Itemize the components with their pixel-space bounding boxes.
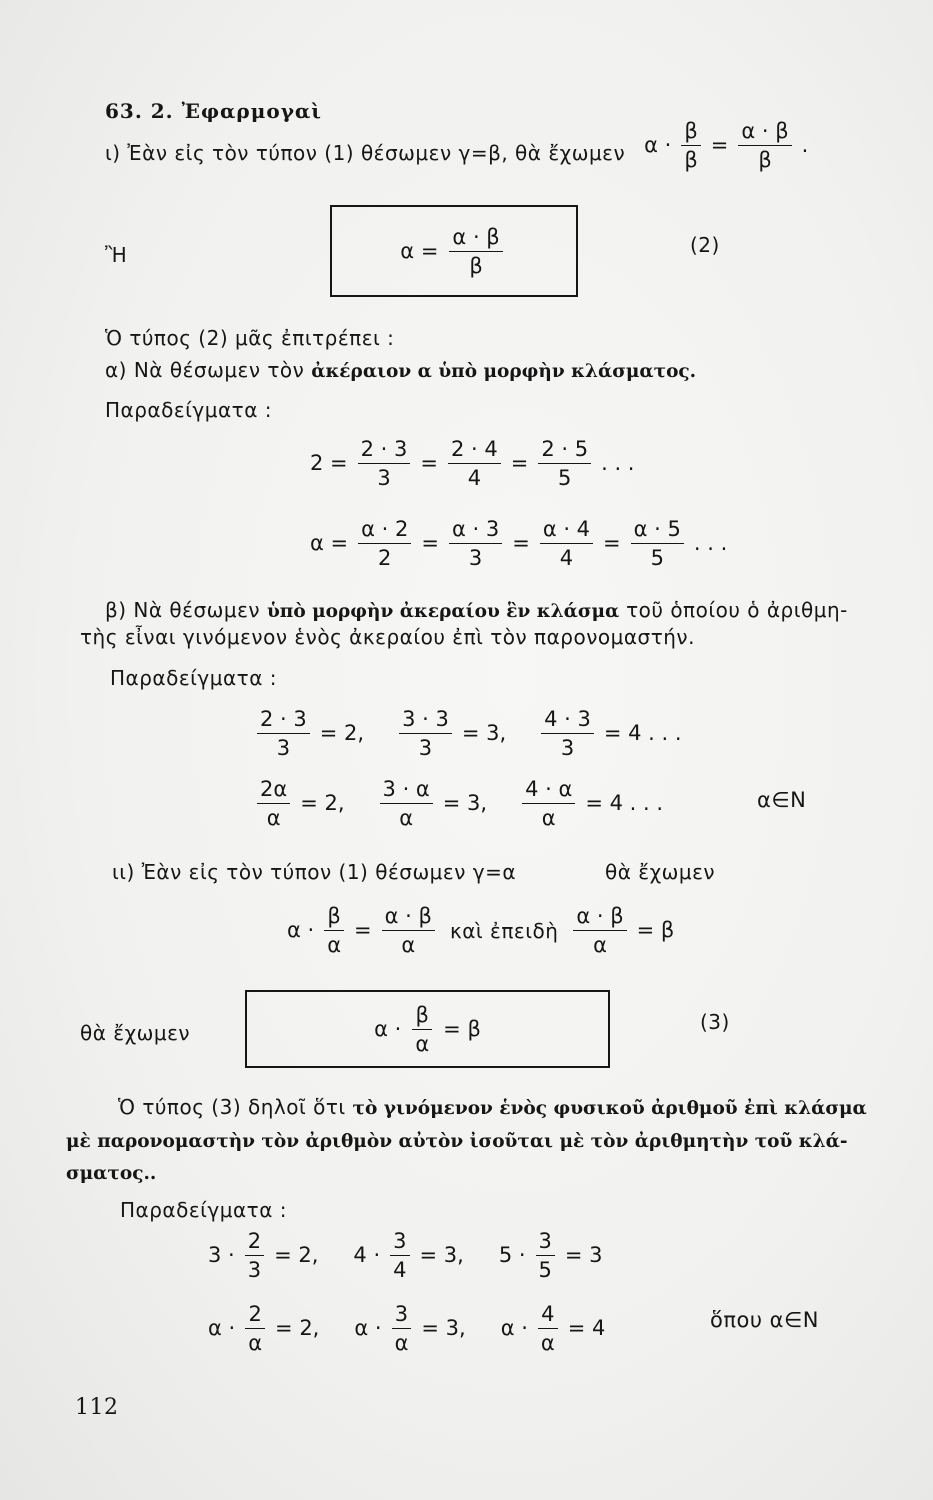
numerator: α · β: [452, 224, 500, 249]
part-b-statement: [105, 600, 848, 622]
equals-sign: =: [420, 451, 438, 475]
part-b-bold: ὑπὸ μορφὴν ἀκεραίου ἓν κλάσμα: [266, 601, 620, 622]
or-label: Ἢ: [105, 243, 128, 267]
denominator: α: [245, 1328, 265, 1354]
formula-3-box: [245, 990, 610, 1068]
equals-sign: =: [510, 451, 529, 475]
example-equation-row: [252, 778, 668, 829]
example-equation-row: [203, 1230, 608, 1281]
numerator: α · 5: [633, 517, 681, 541]
section-heading: 63. 2. Ἐφαρμογαὶ: [105, 99, 322, 123]
natural-number-condition: ὅπου α∈N: [710, 1308, 820, 1332]
math-term: = 2,: [300, 791, 345, 815]
examples-label: Παραδείγματα :: [120, 1198, 287, 1222]
rule-line-2: [66, 1130, 848, 1152]
uses-intro: Ὁ τύπος (2) μᾶς ἐπιτρέπει :: [105, 326, 395, 350]
math-term: 4 ·: [353, 1243, 381, 1267]
part-b-line2: τὴς εἶναι γινόμενον ἑνὸς ἀκεραίου ἐπὶ τὸν παρονομαστήν.: [80, 625, 695, 649]
denominator: 4: [540, 543, 593, 569]
math-term: = 3,: [419, 1243, 464, 1267]
rule-line-1: [118, 1097, 867, 1119]
denominator: α: [392, 1328, 412, 1354]
fraction: [538, 438, 591, 489]
period: .: [801, 133, 809, 157]
numerator: β: [415, 1002, 429, 1027]
fraction: [358, 518, 411, 569]
ellipsis: . . .: [693, 531, 728, 555]
formula-3-tag: (3): [700, 1010, 730, 1034]
denominator: β: [449, 251, 502, 277]
fraction: [631, 518, 684, 569]
fraction: [540, 518, 593, 569]
denominator: α: [522, 803, 575, 829]
denominator: α: [380, 803, 433, 829]
part-a-bold: ἀκέραιον α ὑπὸ μορφὴν κλάσματος.: [311, 361, 697, 382]
denominator: 3: [358, 463, 411, 489]
math-term: = 2,: [275, 1316, 320, 1340]
math-term: = 3: [564, 1243, 603, 1267]
fraction: [449, 226, 502, 277]
fraction: [257, 778, 290, 829]
example-equation-row: [203, 1303, 610, 1354]
denominator: 5: [536, 1255, 555, 1281]
rule-line-3: [66, 1162, 156, 1184]
fraction: [358, 438, 411, 489]
math-term: 5 ·: [498, 1243, 526, 1267]
math-term: α =: [310, 531, 349, 555]
part-b-tail: τοῦ ὁποίου ὁ ἀριθμη-: [626, 598, 848, 622]
math-term: = 3,: [461, 721, 507, 745]
numerator: 4 · α: [525, 777, 573, 801]
denominator: 3: [399, 733, 452, 759]
fraction: [536, 1230, 555, 1281]
case-i-statement: [105, 120, 813, 171]
denominator: α: [257, 803, 290, 829]
numerator: 2: [247, 1229, 262, 1253]
example-equation-row: [252, 708, 687, 759]
numerator: α · 3: [451, 517, 500, 541]
denominator: 4: [390, 1255, 409, 1281]
numerator: 3: [538, 1229, 552, 1253]
math-term: α ·: [644, 133, 672, 157]
denominator: 3: [449, 543, 502, 569]
part-a-lead: α) Νὰ θέσωμεν τὸν: [105, 358, 305, 382]
fraction: [245, 1230, 264, 1281]
denominator: β: [681, 145, 700, 171]
numerator: β: [684, 119, 698, 143]
numerator: α · β: [384, 904, 432, 928]
equals-sign: =: [354, 918, 372, 942]
numerator: α · β: [741, 119, 789, 143]
case-ii-equation: [282, 905, 679, 956]
fraction: [538, 1303, 558, 1354]
math-term: α ·: [287, 918, 315, 942]
math-term: 2 =: [310, 451, 348, 475]
examples-label: Παραδείγματα :: [105, 398, 272, 422]
fraction: [245, 1303, 265, 1354]
fraction: [380, 778, 433, 829]
math-term: = 4 . . .: [603, 721, 682, 745]
fraction: [390, 1230, 409, 1281]
math-term: α ·: [500, 1316, 528, 1340]
numerator: 4 · 3: [544, 707, 591, 731]
math-term: α ·: [374, 1017, 402, 1041]
formula-2-tag: (2): [690, 233, 720, 257]
denominator: 3: [257, 733, 310, 759]
rule-bold-line-1: τὸ γινόμενον ἑνὸς φυσικοῦ ἀριθμοῦ ἐπὶ κλάσμα: [352, 1098, 867, 1119]
math-term: = 4: [567, 1316, 606, 1340]
equals-sign: =: [603, 531, 621, 555]
formula-3-label: θὰ ἔχωμεν: [80, 1021, 191, 1045]
numerator: β: [327, 904, 341, 928]
numerator: 2: [248, 1302, 262, 1326]
rule-bold-line-3: σματος..: [66, 1163, 157, 1184]
denominator: α: [382, 930, 435, 956]
ellipsis: . . .: [601, 451, 635, 475]
denominator: α: [573, 930, 626, 956]
denominator: α: [538, 1328, 558, 1354]
math-term: α ·: [208, 1316, 236, 1340]
examples-label: Παραδείγματα :: [110, 666, 277, 690]
numerator: 3: [393, 1229, 407, 1253]
fraction: [257, 708, 310, 759]
fraction: [382, 905, 435, 956]
denominator: 5: [538, 463, 591, 489]
denominator: α: [412, 1029, 432, 1055]
numerator: 2 · 5: [541, 437, 589, 461]
formula-2-box: [330, 205, 578, 297]
math-term: = 2,: [319, 721, 365, 745]
math-term: = β: [443, 1017, 481, 1041]
fraction: [681, 120, 700, 171]
numerator: 3: [394, 1302, 409, 1326]
example-equation: [305, 518, 732, 569]
fraction: [573, 905, 626, 956]
fraction: [449, 518, 502, 569]
fraction: [392, 1303, 412, 1354]
math-term: = β: [636, 918, 675, 942]
case-ii-text: ιι) Ἐὰν εἰς τὸν τύπον (1) θέσωμεν γ=α: [112, 860, 517, 884]
page-number: 112: [75, 1395, 119, 1420]
math-term: = 4 . . .: [585, 791, 663, 815]
denominator: 3: [541, 733, 594, 759]
fraction: [522, 778, 575, 829]
case-ii-text-end: θὰ ἔχωμεν: [605, 860, 716, 884]
numerator: α · 4: [542, 517, 591, 541]
denominator: 4: [448, 463, 501, 489]
numerator: 3 · 3: [402, 707, 449, 731]
part-a-statement: [105, 360, 696, 382]
example-equation: [305, 438, 640, 489]
rule-lead: Ὁ τύπος (3) δηλοῖ ὅτι: [118, 1095, 346, 1119]
fraction: [399, 708, 452, 759]
numerator: 2α: [260, 777, 288, 801]
numerator: 2 · 3: [260, 707, 307, 731]
numerator: α · 2: [361, 517, 409, 541]
natural-number-condition: α∈N: [757, 788, 807, 812]
denominator: 3: [245, 1255, 264, 1281]
math-term: α =: [400, 239, 439, 263]
fraction: [541, 708, 594, 759]
fraction: [324, 905, 344, 956]
fraction: [448, 438, 501, 489]
rule-bold-line-2: μὲ παρονομαστὴν τὸν ἀριθμὸν αὐτὸν ἰσοῦται μὲ τὸν ἀριθμητὴν τοῦ κλά-: [66, 1131, 848, 1152]
conjunction-text: καὶ ἐπειδὴ: [449, 918, 559, 943]
math-term: = 2,: [274, 1243, 319, 1267]
math-term: α ·: [354, 1316, 382, 1340]
math-term: = 3,: [442, 791, 488, 815]
numerator: 2 · 3: [360, 437, 408, 461]
numerator: 3 · α: [382, 777, 430, 801]
numerator: α · β: [576, 904, 624, 928]
equals-sign: =: [710, 133, 729, 157]
fraction: [738, 120, 791, 171]
part-b-lead: β) Νὰ θέσωμεν: [105, 598, 261, 622]
equals-sign: =: [512, 531, 530, 555]
numerator: 2 · 4: [451, 437, 498, 461]
denominator: β: [738, 145, 791, 171]
numerator: 4: [541, 1302, 555, 1326]
denominator: 5: [631, 543, 684, 569]
math-term: = 3,: [421, 1316, 466, 1340]
denominator: α: [324, 930, 344, 956]
equals-sign: =: [421, 531, 439, 555]
math-term: 3 ·: [208, 1243, 235, 1267]
fraction: [412, 1004, 432, 1055]
denominator: 2: [358, 543, 411, 569]
case-i-text: ι) Ἐὰν εἰς τὸν τύπον (1) θέσωμεν γ=β, θὰ ἔχωμεν: [105, 140, 626, 165]
